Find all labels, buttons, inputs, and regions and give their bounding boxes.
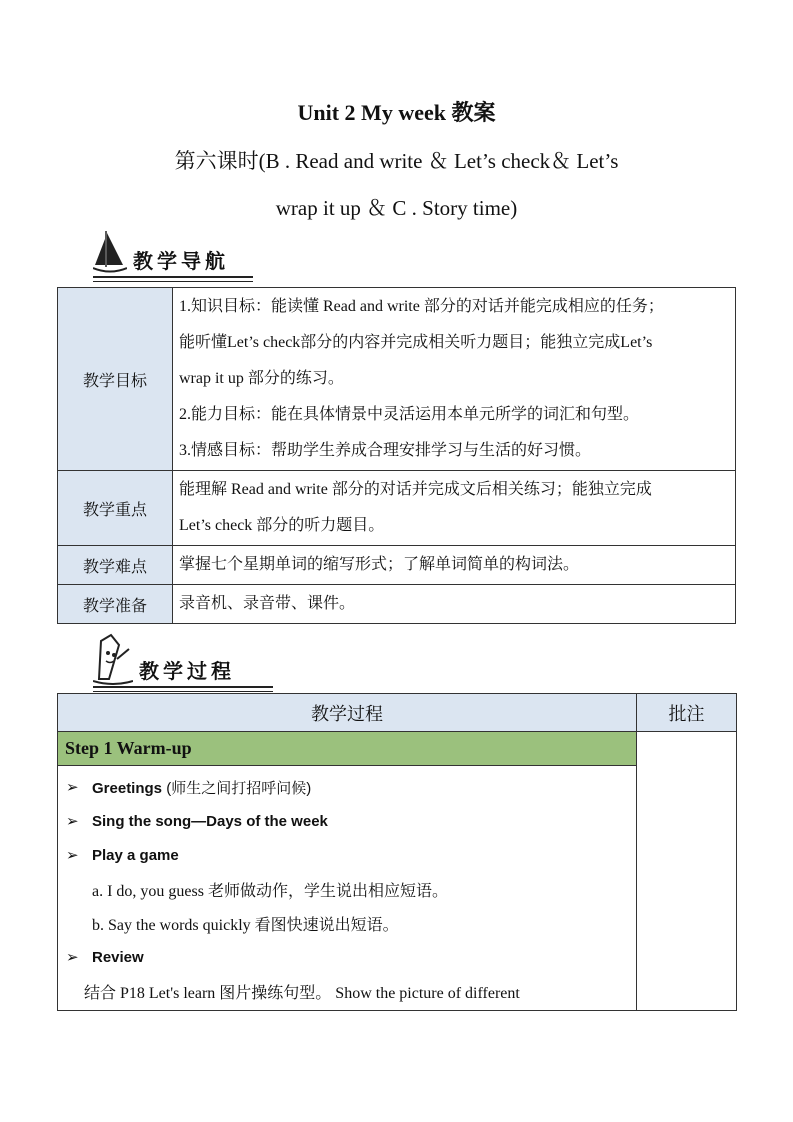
sailboat-icon [93,231,127,280]
item-title: Greetings [92,779,163,797]
row-content [173,288,736,471]
teaching-process-section-header [93,636,273,690]
section-underline [93,276,253,278]
row-content [173,585,736,624]
process-column-header: 教学过程 [58,694,637,732]
teaching-navigation-section-header [93,234,253,280]
list-item [58,804,636,838]
table-row [58,471,736,546]
row-label: 教学难点 [58,546,173,585]
list-item [58,838,636,872]
notes-cell [637,732,737,1011]
sub-item: a. I do, you guess 老师做动作，学生说出相应短语。 [92,882,448,900]
sub-item: b. Say the words quickly 看图快速说出短语。 [92,916,399,934]
content-line: wrap it up 部分的练习。 [179,370,344,387]
content-line: 掌握七个星期单词的缩写形式；了解单词简单的构词法。 [179,556,580,573]
table-header-row [58,694,737,732]
row-label: 教学重点 [58,471,173,546]
arrow-bullet-icon: ➢ [66,948,79,966]
section-underline-thin [93,691,273,692]
content-line: 能听懂Let’s check部分的内容并完成相关听力题目；能独立完成Let’s [179,334,653,351]
list-item [58,770,636,804]
item-title: Play a game [92,846,179,864]
content-line: 2.能力目标：能在具体情景中灵活运用本单元所学的词汇和句型。 [179,406,640,423]
table-row [58,546,736,585]
notes-column-header: 批注 [637,694,737,732]
document-subtitle-line1: 第六课时(B . Read and write ＆ Let’s check＆ Let’s [174,149,619,173]
item-title: Review [92,948,144,966]
table-row [58,766,737,1011]
document-title: Unit 2 My week 教案 [297,100,496,125]
row-content [173,546,736,585]
row-label: 教学目标 [58,288,173,471]
arrow-bullet-icon: ➢ [66,778,79,796]
teaching-process-table [57,693,737,1011]
teaching-goals-table [57,287,736,624]
review-text: 结合 P18 Let's learn 图片操练句型。 Show the picture of different [84,984,520,1002]
row-label: 教学准备 [58,585,173,624]
arrow-bullet-icon: ➢ [66,812,79,830]
table-row [58,732,737,766]
content-line: 录音机、录音带、课件。 [179,595,356,612]
section-heading: 教学过程 [139,659,235,683]
step-title: Step 1 Warm-up [58,732,637,766]
content-line: 1.知识目标：能读懂 Read and write 部分的对话并能完成相应的任务； [179,298,664,315]
table-row [58,288,736,471]
arrow-bullet-icon: ➢ [66,846,79,864]
pencil-character-icon [93,633,133,690]
document-subtitle-line2: wrap it up ＆ C . Story time) [275,196,518,220]
section-underline [93,686,273,688]
section-heading: 教学导航 [133,249,229,273]
section-underline-thin [93,281,253,282]
list-item [58,940,636,974]
step-content [58,766,637,1011]
content-line: Let’s check 部分的听力题目。 [179,517,385,534]
table-row [58,585,736,624]
item-title: Sing the song—Days of the week [92,812,328,830]
content-line: 能理解 Read and write 部分的对话并完成文后相关练习；能独立完成 [179,481,652,498]
row-content [173,471,736,546]
item-note: (师生之间打招呼问候) [162,779,312,797]
content-line: 3.情感目标：帮助学生养成合理安排学习与生活的好习惯。 [179,442,592,459]
